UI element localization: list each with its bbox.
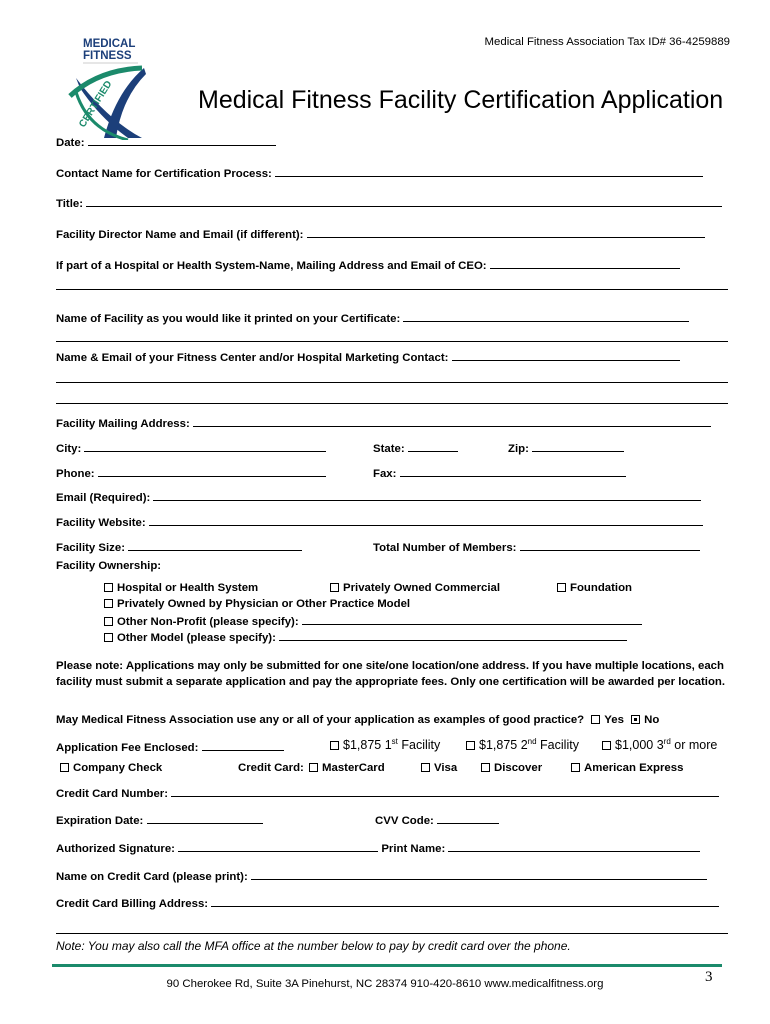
examples-question: May Medical Fitness Association use any or all of your application as examples of good practice?	[56, 714, 585, 726]
facility-name-line-2[interactable]	[56, 341, 728, 342]
signature-label: Authorized Signature:	[56, 843, 175, 855]
fee-opt1-tail: Facility	[397, 738, 441, 753]
phone-pay-note: Note: You may also call the MFA office at the number below to pay by credit card over the phone.	[56, 939, 571, 953]
facility-name-row	[56, 310, 689, 325]
fee-opt3-tail: or more	[670, 738, 718, 753]
fee-label: Application Fee Enclosed:	[56, 742, 199, 754]
fee-opt1-sup: st	[391, 737, 398, 746]
mailing-row	[56, 415, 711, 430]
checkbox-icon[interactable]	[104, 617, 113, 626]
ownership-hospital-label: Hospital or Health System	[117, 582, 259, 594]
pay-company-check[interactable]	[60, 762, 162, 774]
website-field[interactable]	[149, 514, 703, 526]
ownership-other-label: Other Model (please specify):	[117, 632, 276, 644]
checkbox-no-checked[interactable]	[631, 715, 640, 724]
zip-row	[508, 440, 624, 455]
ownership-nonprofit-label: Other Non-Profit (please specify):	[117, 616, 299, 628]
checkbox-icon[interactable]	[330, 741, 339, 750]
checkbox-icon[interactable]	[481, 763, 490, 772]
examples-no: No	[644, 714, 660, 726]
billing-line-2[interactable]	[56, 933, 728, 934]
fax-field[interactable]	[400, 465, 626, 477]
mailing-field[interactable]	[193, 415, 711, 427]
locations-note: Please note: Applications may only be submitted for one site/one location/one address. If you have multiple locations, each facility must submit a separate application and pay the appropriate fees. Only one certification will be awarded per location.	[56, 660, 726, 688]
email-label: Email (Required):	[56, 492, 151, 504]
director-row	[56, 226, 705, 241]
state-label: State:	[373, 443, 405, 455]
state-row	[373, 440, 458, 455]
pay-credit-card	[238, 762, 385, 774]
contact-field[interactable]	[275, 165, 703, 177]
phone-field[interactable]	[98, 465, 326, 477]
fee-row	[56, 739, 284, 754]
visa-label: Visa	[434, 762, 458, 774]
cc-number-field[interactable]	[171, 785, 719, 797]
contact-label: Contact Name for Certification Process:	[56, 168, 272, 180]
marketing-row	[56, 349, 680, 364]
page-number: 3	[705, 969, 713, 985]
checkbox-icon[interactable]	[104, 633, 113, 642]
pay-amex[interactable]	[571, 762, 683, 774]
date-label: Date:	[56, 137, 85, 149]
marketing-label: Name & Email of your Fitness Center and/or Hospital Marketing Contact:	[56, 352, 449, 364]
ownership-foundation[interactable]	[557, 582, 632, 594]
print-name-label: Print Name:	[381, 843, 446, 855]
examples-yes: Yes	[604, 714, 624, 726]
city-field[interactable]	[84, 440, 326, 452]
signature-field[interactable]	[178, 840, 378, 852]
date-field[interactable]	[88, 134, 276, 146]
pay-discover[interactable]	[481, 762, 542, 774]
name-on-card-label: Name on Credit Card (please print):	[56, 871, 248, 883]
fee-field[interactable]	[202, 739, 284, 751]
checkbox-yes[interactable]	[591, 715, 600, 724]
examples-row	[56, 714, 659, 726]
logo-certified: CERTIFIED	[77, 78, 115, 130]
billing-row	[56, 895, 719, 910]
fax-row	[373, 465, 626, 480]
checkbox-icon[interactable]	[60, 763, 69, 772]
hospital-field-line-2[interactable]	[56, 289, 728, 290]
expiration-row	[56, 812, 263, 827]
size-row	[56, 539, 302, 554]
mfa-logo	[58, 30, 150, 140]
fee-option-1[interactable]	[330, 737, 440, 752]
nonprofit-field[interactable]	[302, 613, 642, 625]
fee-opt3-text: $1,000 3	[615, 738, 664, 753]
marketing-field[interactable]	[452, 349, 680, 361]
fax-label: Fax:	[373, 468, 397, 480]
members-row	[373, 539, 700, 554]
print-name-field[interactable]	[448, 840, 700, 852]
expiration-label: Expiration Date:	[56, 815, 144, 827]
website-row	[56, 514, 703, 529]
billing-field[interactable]	[211, 895, 719, 907]
other-model-field[interactable]	[279, 629, 627, 641]
checkbox-icon[interactable]	[421, 763, 430, 772]
size-label: Facility Size:	[56, 542, 126, 554]
ownership-nonprofit[interactable]	[104, 613, 642, 628]
state-field[interactable]	[408, 440, 458, 452]
marketing-line-3[interactable]	[56, 403, 728, 404]
expiration-field[interactable]	[147, 812, 263, 824]
email-row	[56, 489, 701, 504]
ownership-private-commercial-label: Privately Owned Commercial	[343, 582, 500, 594]
tax-id: Medical Fitness Association Tax ID# 36-4259889	[484, 36, 730, 48]
website-label: Facility Website:	[56, 517, 146, 529]
director-label: Facility Director Name and Email (if different):	[56, 229, 304, 241]
fee-option-3[interactable]	[602, 737, 717, 752]
ownership-physician-label: Privately Owned by Physician or Other Practice Model	[117, 598, 411, 610]
title-row	[56, 195, 722, 210]
name-on-card-field[interactable]	[251, 868, 707, 880]
checkbox-mastercard[interactable]	[309, 763, 318, 772]
logo-medical: MEDICAL	[83, 38, 136, 50]
credit-card-label: Credit Card:	[238, 762, 304, 774]
logo-graphic	[58, 30, 150, 140]
billing-label: Credit Card Billing Address:	[56, 898, 209, 910]
checkbox-icon[interactable]	[557, 583, 566, 592]
fee-opt3-sup: rd	[663, 737, 671, 746]
footer-divider	[52, 964, 722, 967]
zip-label: Zip:	[508, 443, 529, 455]
company-check-label: Company Check	[73, 762, 163, 774]
pay-visa[interactable]	[421, 762, 457, 774]
cvv-field[interactable]	[437, 812, 499, 824]
mastercard-label: MasterCard	[322, 762, 385, 774]
ownership-hospital[interactable]	[104, 582, 258, 594]
ownership-label: Facility Ownership:	[56, 560, 162, 572]
members-label: Total Number of Members:	[373, 542, 517, 554]
hospital-label: If part of a Hospital or Health System-Name, Mailing Address and Email of CEO:	[56, 260, 487, 272]
ownership-other[interactable]	[104, 629, 627, 644]
checkbox-icon[interactable]	[330, 583, 339, 592]
cc-number-row	[56, 785, 719, 800]
checkbox-icon[interactable]	[602, 741, 611, 750]
name-on-card-row	[56, 868, 707, 883]
facility-name-field[interactable]	[403, 310, 689, 322]
fee-opt2-text: $1,875 2	[479, 738, 528, 753]
director-field[interactable]	[307, 226, 705, 238]
checkbox-icon[interactable]	[466, 741, 475, 750]
email-field[interactable]	[153, 489, 701, 501]
signature-row	[56, 840, 700, 855]
cvv-label: CVV Code:	[375, 815, 434, 827]
phone-label: Phone:	[56, 468, 95, 480]
phone-row	[56, 465, 326, 480]
marketing-line-2[interactable]	[56, 382, 728, 383]
checkbox-icon[interactable]	[104, 583, 113, 592]
contact-row	[56, 165, 703, 180]
city-label: City:	[56, 443, 82, 455]
logo-fitness: FITNESS	[83, 50, 132, 62]
title-label: Title:	[56, 198, 84, 210]
date-row	[56, 134, 276, 149]
facility-name-label: Name of Facility as you would like it printed on your Certificate:	[56, 313, 401, 325]
fee-opt2-tail: Facility	[536, 738, 579, 753]
mailing-label: Facility Mailing Address:	[56, 418, 190, 430]
size-field[interactable]	[128, 539, 302, 551]
hospital-row	[56, 257, 680, 272]
fee-opt1-text: $1,875 1	[343, 738, 392, 753]
amex-label: American Express	[584, 762, 684, 774]
fee-option-2[interactable]	[466, 737, 579, 752]
checkbox-icon[interactable]	[571, 763, 580, 772]
cc-number-label: Credit Card Number:	[56, 788, 169, 800]
checkbox-icon[interactable]	[104, 599, 113, 608]
zip-field[interactable]	[532, 440, 624, 452]
fee-opt2-sup: nd	[527, 737, 537, 746]
ownership-private-commercial[interactable]	[330, 582, 500, 594]
ownership-foundation-label: Foundation	[570, 582, 632, 594]
ownership-physician[interactable]	[104, 598, 410, 610]
cvv-row	[375, 812, 499, 827]
city-row	[56, 440, 326, 455]
footer-address: 90 Cherokee Rd, Suite 3A Pinehurst, NC 28374 910-420-8610 www.medicalfitness.org	[166, 978, 604, 990]
discover-label: Discover	[494, 762, 543, 774]
members-field[interactable]	[520, 539, 700, 551]
title-field[interactable]	[86, 195, 722, 207]
hospital-field[interactable]	[490, 257, 680, 269]
page-title: Medical Fitness Facility Certification Application	[198, 86, 724, 114]
